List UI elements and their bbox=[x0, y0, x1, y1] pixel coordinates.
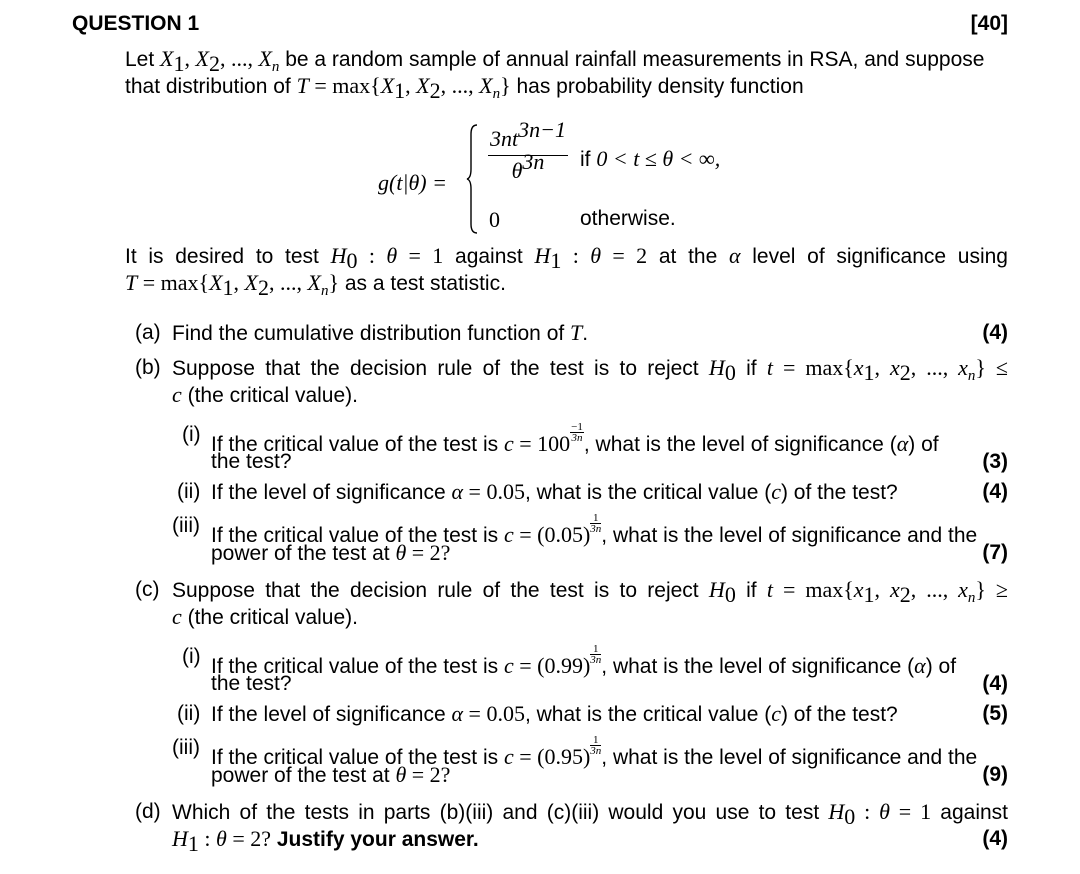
part-b-line-1: Suppose that the decision rule of the test is to reject $H_0$ if $t = \max\{x_1$, $x_2$, ..., $x_n$} ≤ bbox=[172, 355, 1009, 385]
part-c-line-1: Suppose that the decision rule of the test is to reject $H_0$ if $t = \max\{x_1$, $x_2$, ..., $x_n$} ≥ bbox=[172, 577, 1009, 607]
part-c-iii-marks: (9) bbox=[982, 763, 1008, 786]
part-c-i-marks: (4) bbox=[982, 672, 1008, 695]
part-b-iii-line-2: power of the test at θ = 2? bbox=[211, 540, 451, 565]
part-b-i-line-1: If the critical value of the test is c = 100 $\frac{-1}{3n}$ , what is the level of significance (α) of bbox=[211, 421, 939, 456]
part-c-i-line-2: the test? bbox=[211, 672, 292, 695]
part-b-ii-marks: (4) bbox=[982, 480, 1008, 503]
pdf-lhs: g(t|θ) = bbox=[378, 170, 447, 195]
part-b-label: (b) bbox=[135, 356, 161, 379]
part-c-i-line-1: If the critical value of the test is c = (0.99) $\frac{1}{3n}$ , what is the level of significance (α) of bbox=[211, 643, 957, 678]
question-title: QUESTION 1 bbox=[72, 12, 200, 35]
part-c-iii-line-2: power of the test at θ = 2? bbox=[211, 762, 451, 787]
part-b-ii-label: (ii) bbox=[177, 480, 201, 503]
left-brace bbox=[466, 124, 478, 234]
part-b-i-marks: (3) bbox=[982, 450, 1008, 473]
part-b-line-2: c (the critical value). bbox=[172, 382, 358, 407]
part-d-line-2: $H_1$ : θ = 2? Justify your answer. bbox=[172, 826, 479, 856]
part-a-marks: (4) bbox=[982, 321, 1008, 344]
part-d-label: (d) bbox=[135, 800, 161, 823]
pdf-case1-condition: if 0 < t ≤ θ < ∞, bbox=[580, 146, 721, 171]
part-c-line-2: c (the critical value). bbox=[172, 604, 358, 629]
part-c-i-label: (i) bbox=[182, 645, 201, 668]
part-c-label: (c) bbox=[135, 578, 160, 601]
part-a-text: Find the cumulative distribution function of T. bbox=[172, 320, 589, 345]
part-c-iii-line-1: If the critical value of the test is c = (0.95) $\frac{1}{3n}$ , what is the level of significance and the bbox=[211, 734, 978, 769]
pdf-case1-fraction: $3nt^{3n-1}$ $\theta^{3n}$ bbox=[490, 117, 566, 183]
part-b-iii-label: (iii) bbox=[172, 514, 200, 537]
part-d-line-1: Which of the tests in parts (b)(iii) and (c)(iii) would you use to test $H_0$ : θ = 1 against bbox=[172, 799, 1008, 829]
part-c-ii-marks: (5) bbox=[982, 702, 1008, 725]
question-total-marks: [40] bbox=[970, 12, 1008, 35]
intro-line-2: that distribution of $T = \max\{X_1$, $X_2$, ..., $X_n$} has probability density function bbox=[125, 73, 804, 103]
part-b-iii-line-1: If the critical value of the test is c = (0.05) $\frac{1}{3n}$ , what is the level of significance and the bbox=[211, 512, 978, 547]
part-b-ii-text: If the level of significance α = 0.05, what is the critical value (c) of the test? bbox=[211, 479, 898, 504]
part-c-iii-label: (iii) bbox=[172, 736, 200, 759]
pdf-case2-condition: otherwise. bbox=[580, 207, 676, 230]
part-b-iii-marks: (7) bbox=[982, 541, 1008, 564]
part-c-ii-text: If the level of significance α = 0.05, what is the critical value (c) of the test? bbox=[211, 701, 898, 726]
part-b-i-line-2: the test? bbox=[211, 450, 292, 473]
pdf-case2-value: 0 bbox=[489, 207, 500, 232]
test-line-1: It is desired to test $H_0$ : θ = 1 against $H_1$ : θ = 2 at the α level of significance using bbox=[125, 243, 1008, 273]
part-b-i-label: (i) bbox=[182, 423, 201, 446]
part-a-label: (a) bbox=[135, 321, 161, 344]
part-d-marks: (4) bbox=[982, 827, 1008, 850]
part-c-ii-label: (ii) bbox=[177, 702, 201, 725]
intro-line-1: Let $X_1$, $X_2$, ..., $X_n$ be a random sample of annual rainfall measurements in RSA, and suppose bbox=[125, 46, 985, 76]
test-line-2: $T = \max\{X_1$, $X_2$, ..., $X_n$} as a test statistic. bbox=[125, 270, 506, 300]
